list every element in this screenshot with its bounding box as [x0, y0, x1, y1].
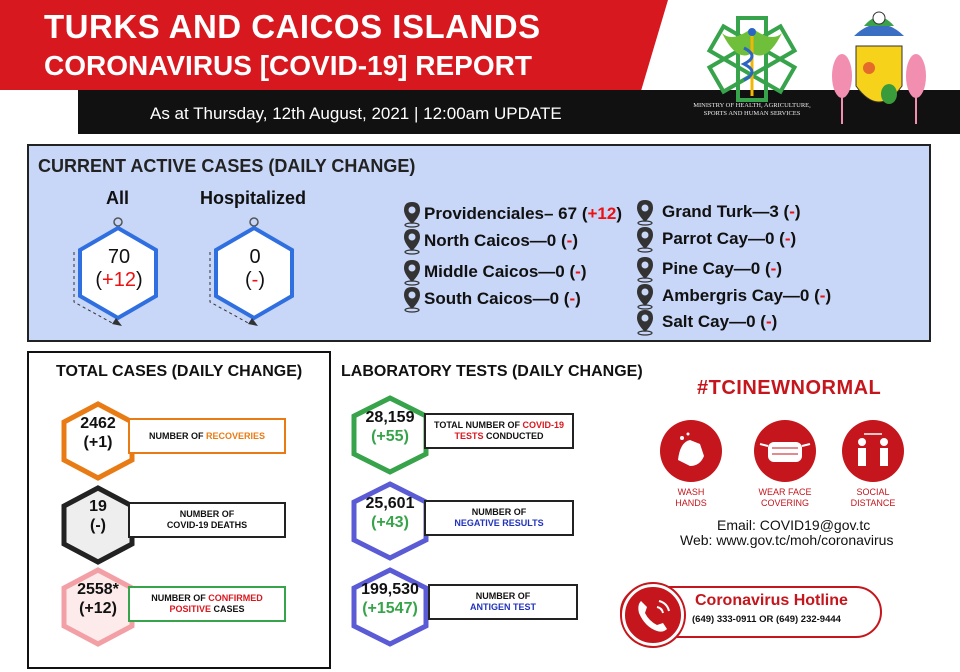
- wash-hands-label: WASH HANDS: [675, 487, 707, 508]
- location-pin-icon: [634, 255, 656, 283]
- hashtag-new-normal: #TCINEWNORMAL: [697, 377, 882, 399]
- location-item: Providenciales– 67 (+12): [424, 204, 622, 223]
- hospitalized-value: 0 (-): [244, 246, 265, 291]
- location-pin-icon: [634, 198, 656, 226]
- contact-email[interactable]: Email: COVID19@gov.tc: [717, 517, 871, 533]
- hotline-title: Coronavirus Hotline: [695, 592, 848, 609]
- location-pin-icon: [634, 282, 656, 310]
- report-date: As at Thursday, 12th August, 2021 | 12:00am UPDATE: [150, 104, 562, 123]
- phone-icon: [622, 584, 684, 646]
- location-item: Middle Caicos—0 (-): [424, 262, 587, 281]
- location-pin-icon: [634, 225, 656, 253]
- all-active-value: 70 (+12): [95, 246, 143, 291]
- page-title: TURKS AND CAICOS ISLANDS: [44, 8, 541, 45]
- location-item: Grand Turk—3 (-): [662, 202, 801, 221]
- social-distance-label: SOCIAL DISTANCE: [850, 487, 896, 508]
- deaths-value: 19 (-): [89, 498, 107, 534]
- location-item: Salt Cay—0 (-): [662, 312, 778, 331]
- total-tests-label: TOTAL NUMBER OF COVID-19 TESTS CONDUCTED: [424, 413, 574, 449]
- recoveries-value: 2462 (+1): [80, 415, 116, 451]
- location-item: Parrot Cay—0 (-): [662, 229, 797, 248]
- ministry-name: MINISTRY OF HEALTH, AGRICULTURE, SPORTS AND HUMAN SERVICES: [693, 102, 811, 117]
- antigen-value: 199,530 (+1547): [361, 581, 419, 617]
- location-pin-icon: [401, 200, 423, 228]
- location-item: South Caicos—0 (-): [424, 289, 581, 308]
- deaths-label: NUMBER OF COVID-19 DEATHS: [128, 502, 286, 538]
- location-pin-icon: [401, 285, 423, 313]
- all-label: All: [106, 188, 130, 208]
- recoveries-label: NUMBER OF RECOVERIES: [128, 418, 286, 454]
- active-cases-title: CURRENT ACTIVE CASES (DAILY CHANGE): [38, 156, 416, 176]
- lab-tests-title: LABORATORY TESTS (DAILY CHANGE): [341, 363, 643, 380]
- page-subtitle: CORONAVIRUS [COVID-19] REPORT: [44, 50, 532, 81]
- total-tests-value: 28,159 (+55): [365, 409, 415, 445]
- confirmed-value: 2558* (+12): [77, 581, 119, 617]
- antigen-label: NUMBER OF ANTIGEN TEST: [428, 584, 578, 620]
- location-item: North Caicos—0 (-): [424, 231, 578, 250]
- hotline-numbers[interactable]: (649) 333-0911 OR (649) 232-9444: [692, 614, 841, 625]
- location-item: Ambergris Cay—0 (-): [662, 286, 832, 305]
- face-covering-label: WEAR FACE COVERING: [758, 487, 812, 508]
- coat-of-arms-icon: [824, 6, 934, 126]
- hospitalized-label: Hospitalized: [200, 188, 307, 208]
- total-cases-title: TOTAL CASES (DAILY CHANGE): [56, 363, 303, 380]
- location-item: Pine Cay—0 (-): [662, 259, 782, 278]
- location-pin-icon: [401, 258, 423, 286]
- social-distance-icon: [842, 420, 904, 482]
- location-pin-icon: [634, 308, 656, 336]
- location-pin-icon: [401, 227, 423, 255]
- contact-website[interactable]: Web: www.gov.tc/moh/coronavirus: [680, 532, 894, 548]
- negative-value: 25,601 (+43): [365, 495, 415, 531]
- negative-label: NUMBER OF NEGATIVE RESULTS: [424, 500, 574, 536]
- confirmed-label: NUMBER OF CONFIRMED POSITIVE CASES: [128, 586, 286, 622]
- face-covering-icon: [754, 420, 816, 482]
- wash-hands-icon: [660, 420, 722, 482]
